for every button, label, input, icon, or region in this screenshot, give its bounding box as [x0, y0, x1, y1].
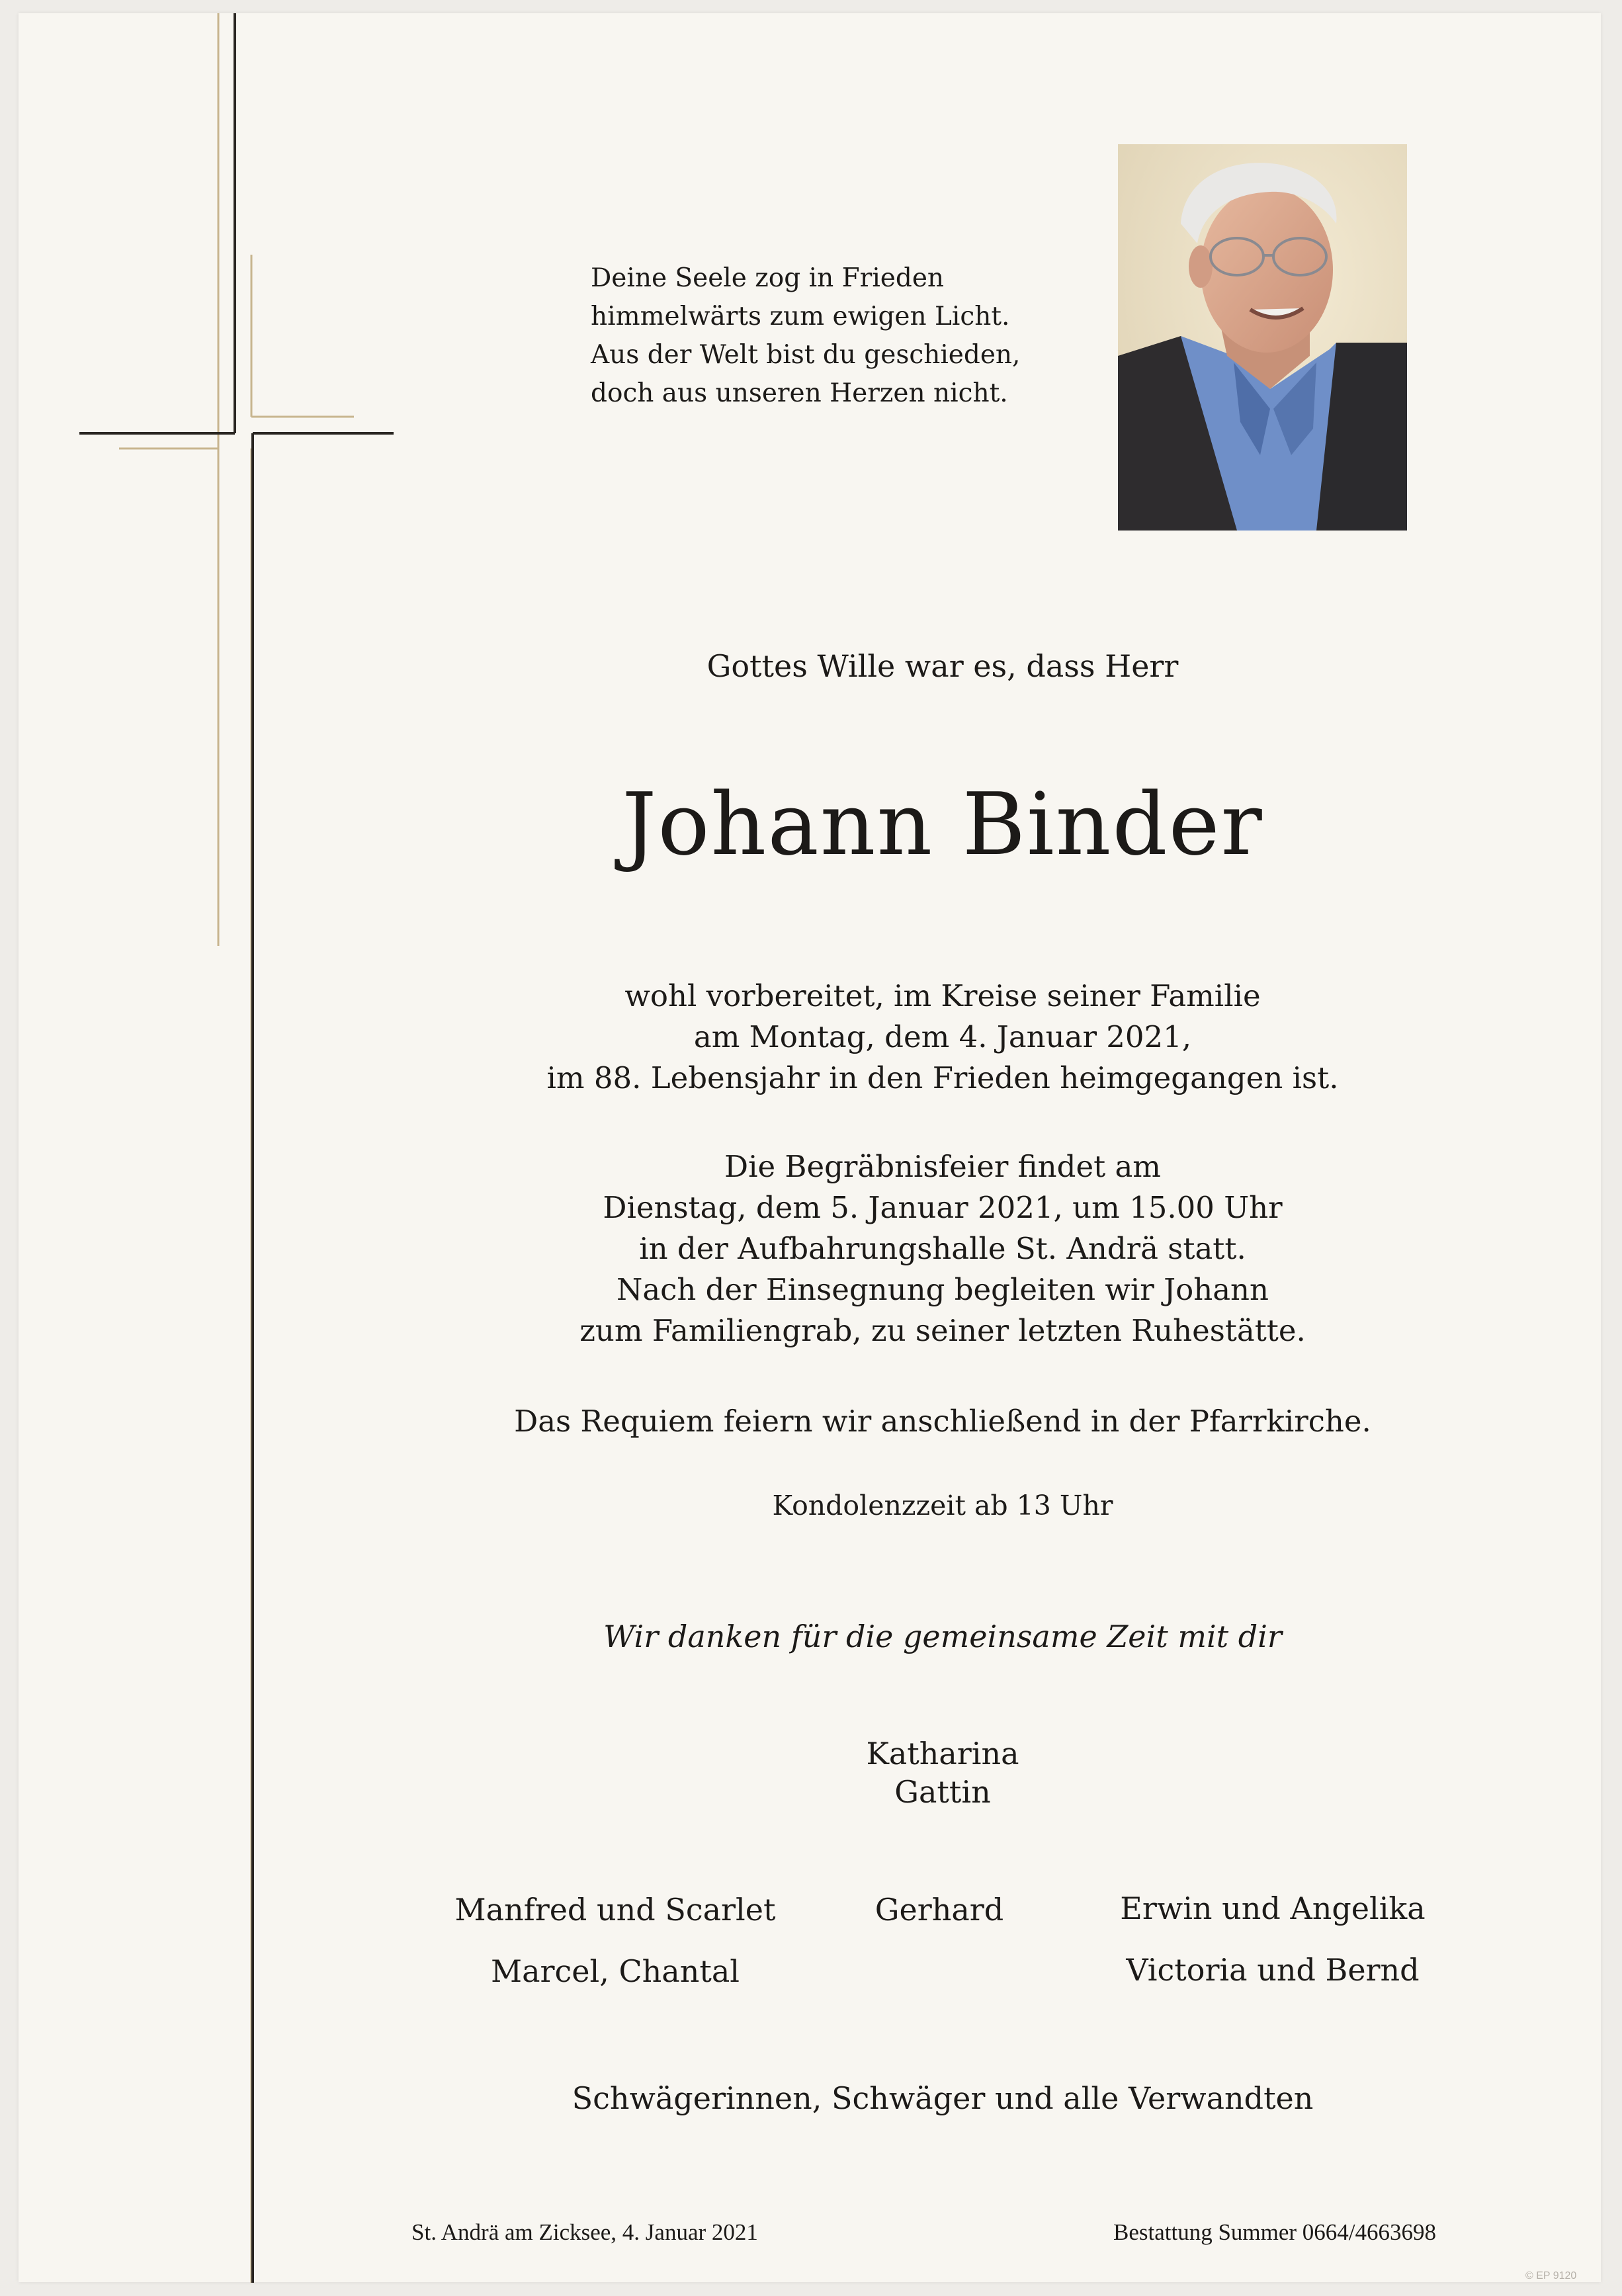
- condolence-time: Kondolenzzeit ab 13 Uhr: [772, 1490, 1113, 1521]
- deceased-name: Johann Binder: [622, 774, 1263, 874]
- requiem-line: Das Requiem feiern wir anschließend in der Pfarrkirche.: [514, 1404, 1371, 1439]
- poem-line: Deine Seele zog in Frieden: [591, 263, 945, 293]
- poem-line: himmelwärts zum ewigen Licht.: [591, 302, 1010, 331]
- relatives-line: Schwägerinnen, Schwäger und alle Verwandten: [572, 2080, 1314, 2116]
- notice-line: am Montag, dem 4. Januar 2021,: [693, 1019, 1192, 1054]
- widow: [397, 1734, 1488, 1811]
- footer-place-date: St. Andrä am Zicksee, 4. Januar 2021: [411, 2219, 758, 2245]
- family-right-2: Victoria und Bernd: [1126, 1952, 1420, 1988]
- thanks-line: Wir danken für die gemeinsame Zeit mit dir: [603, 1619, 1282, 1654]
- family-middle-1: Gerhard: [875, 1892, 1004, 1928]
- widow-name: Katharina: [866, 1736, 1019, 1771]
- death-notice: [397, 976, 1488, 1099]
- notice-line: wohl vorbereitet, im Kreise seiner Familie: [624, 978, 1261, 1013]
- portrait-photo: [1118, 144, 1407, 531]
- widow-relation: Gattin: [894, 1774, 991, 1810]
- poem: [591, 259, 1054, 413]
- funeral-info: [397, 1146, 1488, 1351]
- print-mark: © EP 9120: [1525, 2270, 1577, 2281]
- intro-line: Gottes Wille war es, dass Herr: [706, 648, 1179, 684]
- poem-line: Aus der Welt bist du geschieden,: [591, 340, 1021, 370]
- funeral-line: Dienstag, dem 5. Januar 2021, um 15.00 Uhr: [603, 1190, 1283, 1225]
- family-left-1: Manfred und Scarlet: [454, 1892, 776, 1928]
- family-right-1: Erwin und Angelika: [1120, 1891, 1426, 1926]
- footer-undertaker: Bestattung Summer 0664/4663698: [1113, 2219, 1437, 2245]
- family-left-2: Marcel, Chantal: [491, 1953, 740, 1989]
- notice-line: im 88. Lebensjahr in den Frieden heimgegangen ist.: [546, 1060, 1339, 1095]
- funeral-line: Die Begräbnisfeier findet am: [724, 1149, 1161, 1184]
- funeral-line: in der Aufbahrungshalle St. Andrä statt.: [639, 1231, 1246, 1266]
- funeral-line: zum Familiengrab, zu seiner letzten Ruhestätte.: [579, 1313, 1306, 1348]
- funeral-line: Nach der Einsegnung begleiten wir Johann: [616, 1272, 1269, 1307]
- poem-line: doch aus unseren Herzen nicht.: [591, 378, 1008, 408]
